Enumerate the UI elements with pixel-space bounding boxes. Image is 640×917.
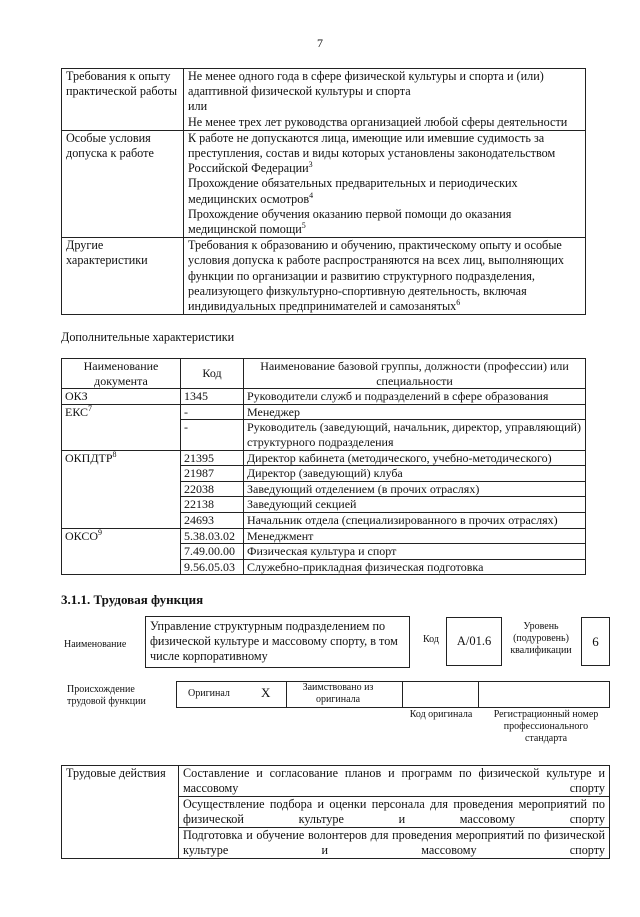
action-item: Составление и согласование планов и программ по физической культуре и массовому спорту [179, 766, 610, 797]
table-row: - Руководитель (заведующий, начальник, директор, управляющий) структурного подразделения [62, 420, 586, 450]
footnote-ref: 5 [301, 220, 306, 230]
divider [478, 681, 479, 708]
table-row: 22038 Заведующий отделением (в прочих отраслях) [62, 481, 586, 497]
level-label: Уровень (подуровень) квалификации [510, 621, 572, 656]
table-row: ОКПДТР$^8$ 21395 Директор кабинета (методического, учебно-методического) [62, 450, 586, 466]
code-box: A/01.6 [446, 617, 502, 666]
table-row: 24693 Начальник отдела (специализированного в прочих отраслях) [62, 512, 586, 528]
footnote-ref: 8 [112, 449, 117, 459]
table-header-row [62, 359, 586, 389]
additional-table [61, 358, 586, 575]
borrowed-label: Заимствовано из оригинала [302, 682, 374, 705]
actions-label: Трудовые действия [62, 766, 179, 859]
action-item: Подготовка и обучение волонтеров для проведения мероприятий по физической культуре и массовому спорту [179, 828, 610, 859]
header-code: Код [181, 359, 244, 389]
level-box: 6 [581, 617, 610, 666]
table-row [62, 238, 586, 315]
row-label: Другие характеристики [62, 238, 184, 315]
footnote-ref: 9 [98, 527, 103, 537]
footnote-ref: 6 [456, 297, 461, 307]
origin-row [176, 681, 610, 708]
row-content: Требования к образованию и обучению, практическому опыту и особые условия допуска к работе распространяются на всех лиц, выполняющих функции по организации и развитию структурного подразделения, реализующего физкультурно-спортивную деятельность, включая индивидуальных предпринимателей и самозанятых$^6$ [184, 238, 586, 315]
section-title: 3.1.1. Трудовая функция [61, 592, 204, 607]
row-content: Не менее одного года в сфере физической культуры и спорта и (или) адаптивной физической культуры и спорта или Не менее трех лет руководства организацией любой сферы деятельности [184, 69, 586, 131]
divider [402, 681, 403, 708]
table-row: ОКЗ 1345 Руководители служб и подразделений в сфере образования [62, 389, 586, 405]
additional-title: Дополнительные характеристики [61, 330, 235, 344]
table-row: 7.49.00.00 Физическая культура и спорт [62, 544, 586, 560]
code-label: Код [423, 634, 439, 645]
table-row: 22138 Заведующий секцией [62, 497, 586, 513]
footnote-ref: 7 [88, 403, 93, 413]
row-label: Особые условия допуска к работе [62, 130, 184, 237]
header-name: Наименование базовой группы, должности (профессии) или специальности [244, 359, 586, 389]
table-row [62, 130, 586, 237]
requirements-table [61, 68, 586, 315]
divider [286, 681, 287, 708]
name-label: Наименование [64, 639, 127, 650]
reg-number-label: Регистрационный номер профессионального стандарта [493, 709, 599, 744]
footnote-ref: 4 [309, 190, 314, 200]
code-original-label: Код оригинала [409, 709, 473, 720]
table-row [62, 766, 610, 797]
footnote-ref: 3 [308, 160, 313, 170]
row-label: Требования к опыту практической работы [62, 69, 184, 131]
origin-label: Происхождение трудовой функции [67, 684, 146, 707]
action-item: Осуществление подбора и оценки персонала для проведения мероприятий по физической культуре и массовому спорту [179, 797, 610, 828]
header-document: Наименование документа [62, 359, 181, 389]
table-row: ЕКС$^7$ - Менеджер [62, 404, 586, 420]
row-content: К работе не допускаются лица, имеющие или имевшие судимость за преступления, состав и виды которых установлены законодательством Российской Федерации$^3$ Прохождение обязательных предварительных и периодических медицинских осмотров$^4$ Прохождение обучения оказанию первой помощи до оказания медицинской помощи$^5$ [184, 130, 586, 237]
actions-table [61, 765, 610, 859]
table-row [62, 69, 586, 131]
original-label: Оригинал [188, 688, 230, 699]
original-mark: X [261, 685, 271, 700]
table-row: 21987 Директор (заведующий) клуба [62, 466, 586, 482]
page-number: 7 [317, 36, 323, 50]
function-name-box: Управление структурным подразделением по физической культуре и массовому спорту, в том числе корпоративному [145, 616, 410, 668]
table-row: 9.56.05.03 Служебно-прикладная физическая подготовка [62, 559, 586, 575]
table-row: ОКСО$^9$ 5.38.03.02 Менеджмент [62, 528, 586, 544]
